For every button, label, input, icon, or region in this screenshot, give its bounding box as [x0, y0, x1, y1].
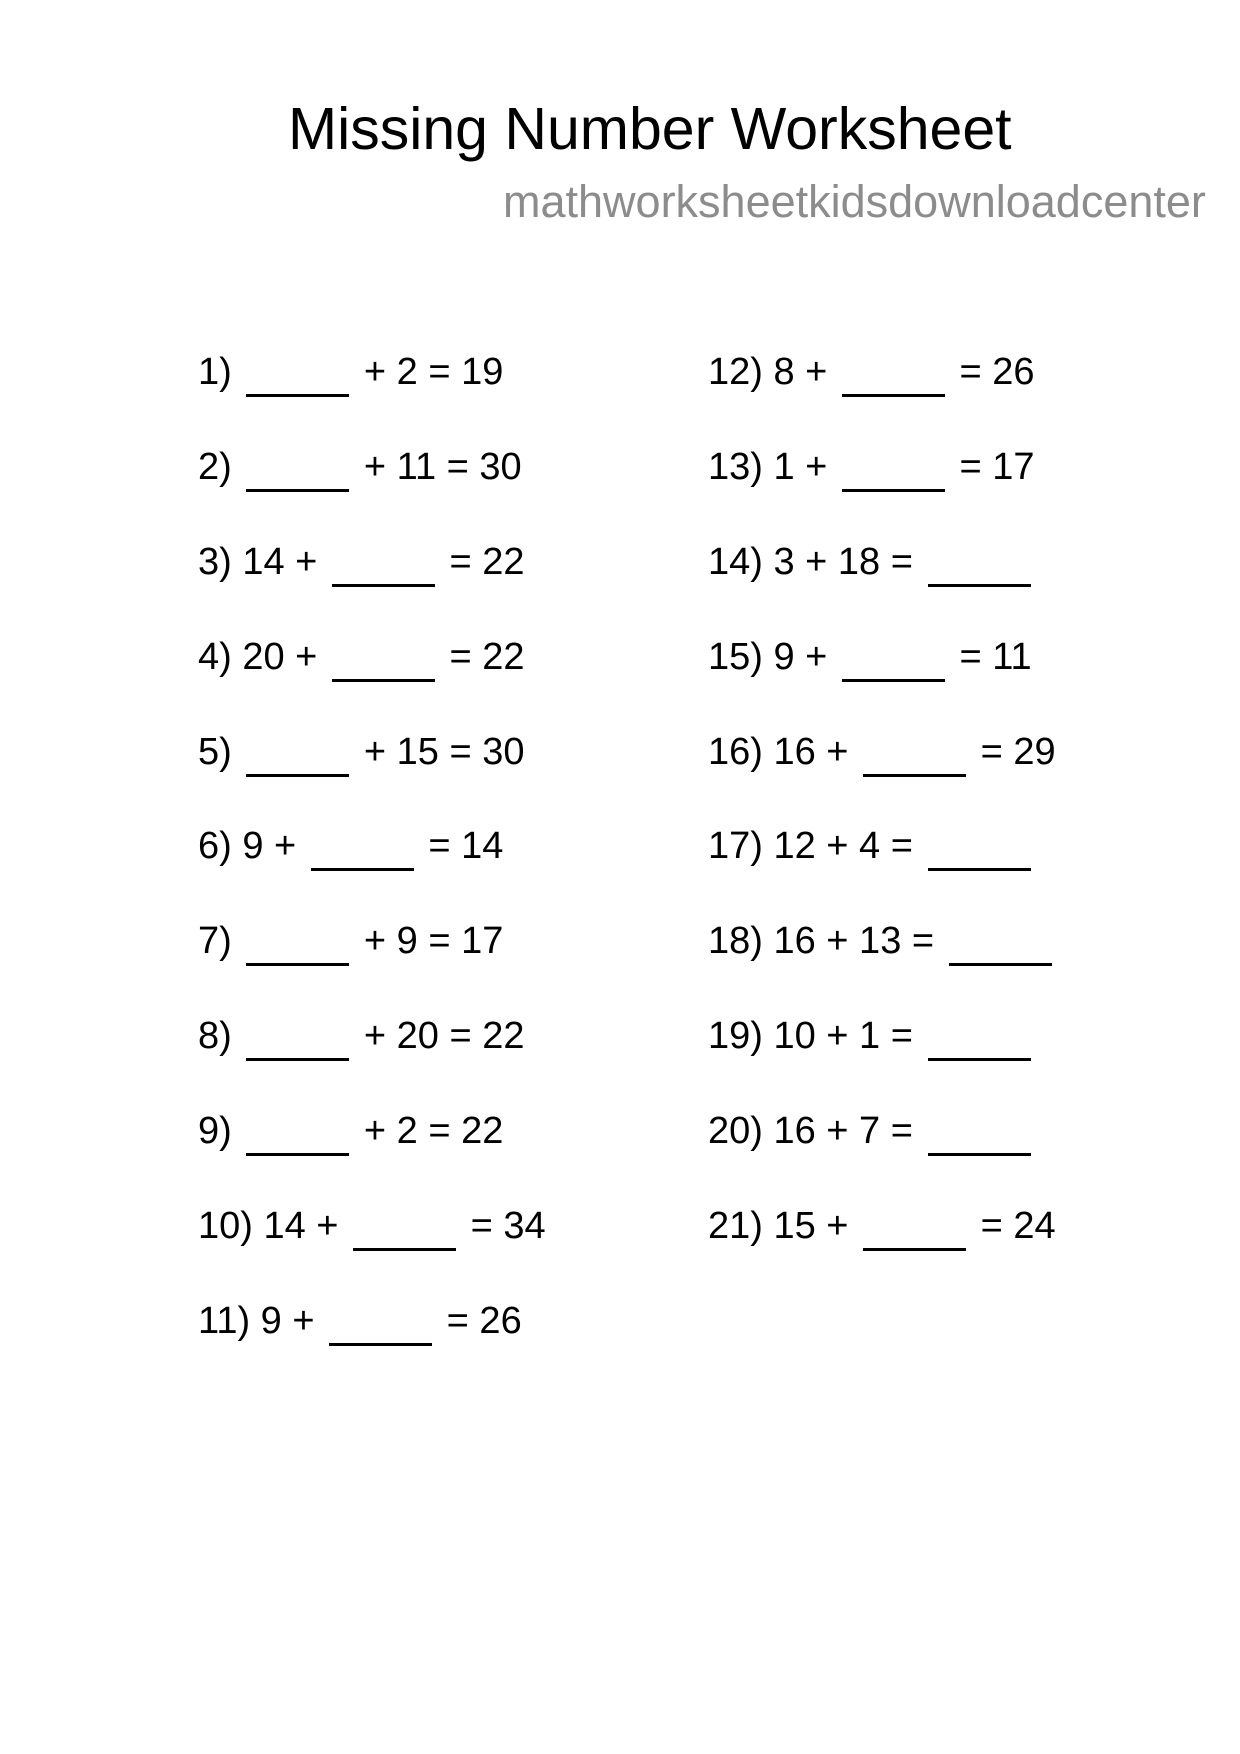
problem-row: 13) 1 + = 17	[708, 448, 1056, 543]
answer-blank	[928, 868, 1031, 871]
problem-number: 10)	[198, 1205, 253, 1248]
problem-number: 15)	[708, 635, 763, 678]
problem-number: 20)	[708, 1110, 763, 1153]
problem-number: 7)	[198, 920, 232, 963]
problem-row: 21) 15 + = 24	[708, 1207, 1056, 1302]
problem-row: 7) + 9 = 17	[198, 922, 546, 1017]
problem-row: 2) + 11 = 30	[198, 448, 546, 543]
problem-row: 20) 16 + 7 =	[708, 1112, 1056, 1207]
problem-number: 17)	[708, 825, 763, 868]
problem-row: 10) 14 + = 34	[198, 1207, 546, 1302]
problem-row: 1) + 2 = 19	[198, 353, 546, 448]
problem-number: 9)	[198, 1110, 232, 1153]
problem-number: 1)	[198, 351, 232, 393]
answer-blank	[246, 774, 349, 777]
answer-blank	[842, 489, 945, 492]
answer-blank	[353, 1248, 456, 1251]
answer-blank	[246, 394, 349, 397]
problem-number: 16)	[708, 730, 763, 773]
answer-blank	[928, 584, 1031, 587]
problem-row: 19) 10 + 1 =	[708, 1017, 1056, 1112]
answer-blank	[329, 1343, 432, 1346]
problem-number: 13)	[708, 445, 763, 488]
problem-number: 3)	[198, 540, 232, 583]
answer-blank	[246, 489, 349, 492]
page-title: Missing Number Worksheet	[288, 96, 1012, 162]
problem-number: 18)	[708, 920, 763, 963]
problem-row: 16) 16 + = 29	[708, 733, 1056, 828]
problem-row: 5) + 15 = 30	[198, 733, 546, 828]
problem-row: 15) 9 + = 11	[708, 638, 1056, 733]
problem-row: 14) 3 + 18 =	[708, 543, 1056, 638]
problem-number: 21)	[708, 1205, 763, 1248]
problem-number: 4)	[198, 635, 232, 678]
problem-number: 12)	[708, 351, 763, 393]
answer-blank	[863, 1248, 966, 1251]
problems-column-left	[198, 353, 546, 1397]
problem-number: 11)	[198, 1299, 251, 1342]
problem-number: 6)	[198, 825, 232, 868]
answer-blank	[928, 1058, 1031, 1061]
problem-row: 9) + 2 = 22	[198, 1112, 546, 1207]
answer-blank	[842, 679, 945, 682]
problem-number: 19)	[708, 1015, 763, 1058]
answer-blank	[246, 1153, 349, 1156]
problem-row: 12) 8 + = 26	[708, 353, 1056, 448]
problem-row: 4) 20 + = 22	[198, 638, 546, 733]
answer-blank	[332, 679, 435, 682]
answer-blank	[928, 1153, 1031, 1156]
problem-number: 5)	[198, 730, 232, 773]
answer-blank	[246, 1058, 349, 1061]
answer-blank	[246, 963, 349, 966]
watermark-subtitle: mathworksheetkidsdownloadcenter	[503, 176, 1206, 227]
problem-number: 2)	[198, 445, 232, 488]
problem-row: 8) + 20 = 22	[198, 1017, 546, 1112]
problem-row: 17) 12 + 4 =	[708, 827, 1056, 922]
problem-row: 6) 9 + = 14	[198, 827, 546, 922]
answer-blank	[949, 963, 1052, 966]
problems-column-right	[708, 353, 1056, 1302]
problem-row: 18) 16 + 13 =	[708, 922, 1056, 1017]
problem-number: 14)	[708, 540, 763, 583]
answer-blank	[332, 584, 435, 587]
problem-row: 3) 14 + = 22	[198, 543, 546, 638]
answer-blank	[311, 868, 414, 871]
problem-number: 8)	[198, 1015, 232, 1058]
answer-blank	[842, 394, 945, 397]
problem-row: 11) 9 + = 26	[198, 1302, 546, 1397]
answer-blank	[863, 774, 966, 777]
